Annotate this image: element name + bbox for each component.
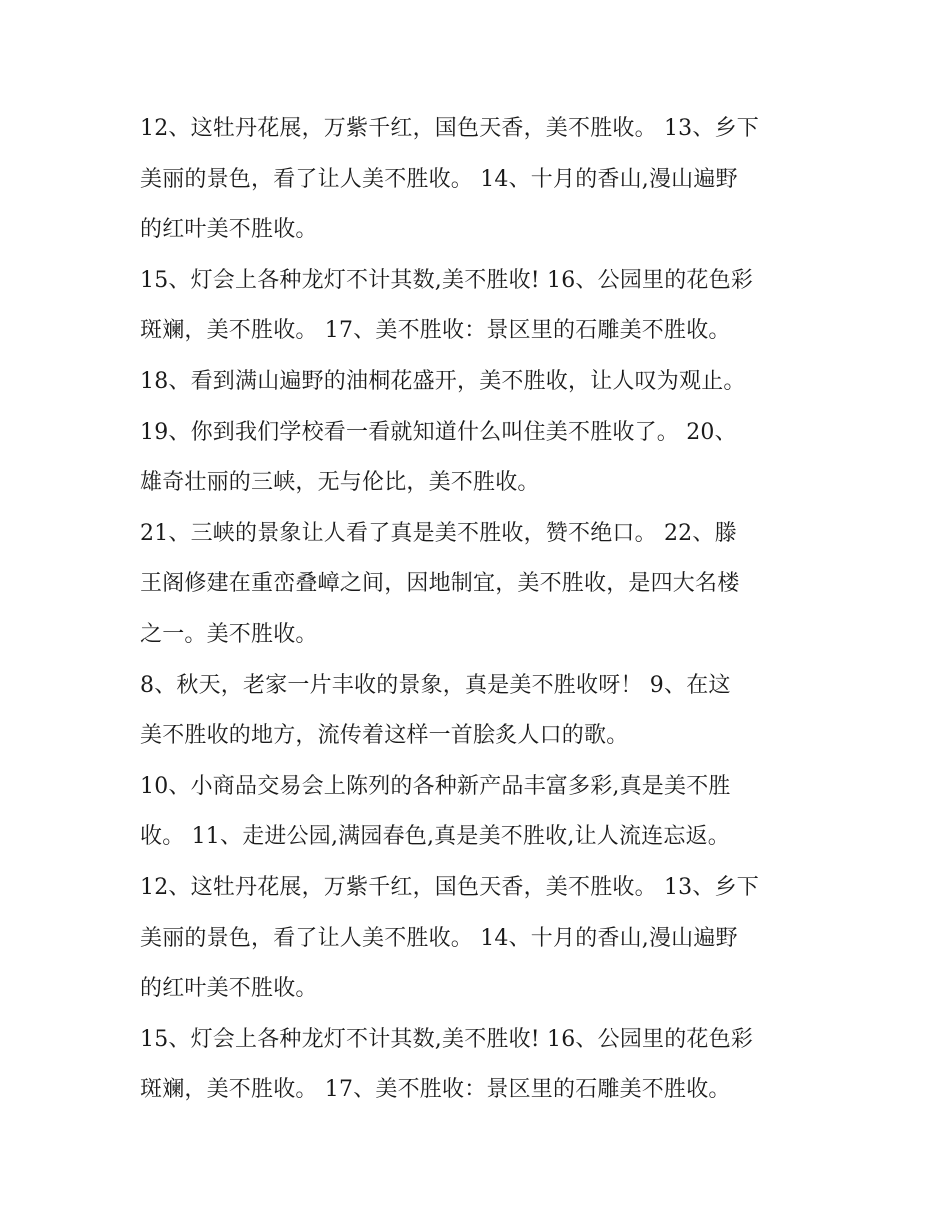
text-line: 10、小商品交易会上陈列的各种新产品丰富多彩,真是美不胜 <box>140 773 731 799</box>
text-line: 美丽的景色，看了让人美不胜收。 14、十月的香山,漫山遍野 <box>140 166 738 192</box>
text-line: 12、这牡丹花展，万紫千红，国色天香，美不胜收。 13、乡下 <box>140 874 759 900</box>
text-line: 雄奇壮丽的三峡，无与伦比，美不胜收。 <box>140 470 540 496</box>
text-line: 8、秋天，老家一片丰收的景象，真是美不胜收呀！ 9、在这 <box>140 672 731 698</box>
text-line: 15、灯会上各种龙灯不计其数,美不胜收! 16、公园里的花色彩 <box>140 1026 754 1052</box>
text-line: 斑斓，美不胜收。 17、美不胜收：景区里的石雕美不胜收。 <box>140 318 731 344</box>
text-line: 21、三峡的景象让人看了真是美不胜收，赞不绝口。 22、滕 <box>140 520 737 546</box>
text-line: 收。 11、走进公园,满园春色,真是美不胜收,让人流连忘返。 <box>140 824 730 850</box>
text-line: 15、灯会上各种龙灯不计其数,美不胜收! 16、公园里的花色彩 <box>140 267 754 293</box>
document-body <box>140 104 820 1116</box>
text-line: 12、这牡丹花展，万紫千红，国色天香，美不胜收。 13、乡下 <box>140 116 759 141</box>
text-line: 的红叶美不胜收。 <box>140 217 318 243</box>
text-line: 19、你到我们学校看一看就知道什么叫住美不胜收了。 20、 <box>140 419 737 445</box>
text-line: 美丽的景色，看了让人美不胜收。 14、十月的香山,漫山遍野 <box>140 925 738 951</box>
text-line: 18、看到满山遍野的油桐花盛开，美不胜收，让人叹为观止。 <box>140 368 746 394</box>
text-line: 斑斓，美不胜收。 17、美不胜收：景区里的石雕美不胜收。 <box>140 1077 731 1103</box>
text-line: 的红叶美不胜收。 <box>140 976 318 1002</box>
text-line: 王阁修建在重峦叠嶂之间，因地制宜，美不胜收，是四大名楼 <box>140 571 740 597</box>
text-line: 之一。美不胜收。 <box>140 621 318 647</box>
text-line: 美不胜收的地方，流传着这样一首脍炙人口的歌。 <box>140 723 629 749</box>
